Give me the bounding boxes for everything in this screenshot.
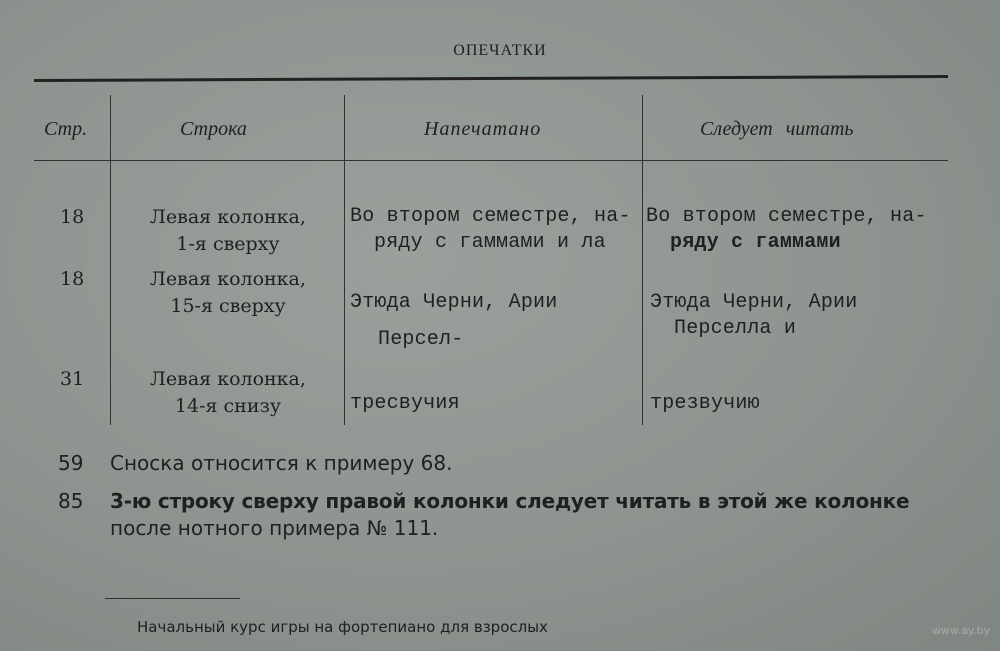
row1-should-read-1: Во втором семестре, на- xyxy=(646,205,927,228)
header-line: Строка xyxy=(180,118,247,140)
row1-should-read xyxy=(646,204,946,256)
row3-line-1: Левая колонка, xyxy=(150,368,306,390)
row1-should-read-2: ряду с гаммами xyxy=(670,231,841,254)
row2-printed-1: Этюда Черни, Арии xyxy=(350,291,558,314)
page-title: ОПЕЧАТКИ xyxy=(453,42,547,59)
note-2-line-2: после нотного примера № 111. xyxy=(110,516,439,540)
row1-printed-2: ряду с гаммами и ла xyxy=(374,231,606,254)
note-2-line-1: 3-ю строку сверху правой колонки следует читать в этой же колонке xyxy=(110,489,910,513)
row3-line xyxy=(128,366,328,420)
row1-printed-1: Во втором семестре, на- xyxy=(350,205,631,228)
header-printed: Напечатано xyxy=(424,118,542,140)
row3-should-read: трезвучию xyxy=(650,392,760,415)
row2-should-read xyxy=(650,290,950,342)
row1-printed xyxy=(350,204,640,256)
column-divider-3 xyxy=(642,95,643,425)
note-2-text xyxy=(110,488,970,542)
note-1-page: 59 xyxy=(58,451,84,475)
row2-line-2: 15-я сверху xyxy=(170,295,286,317)
row2-should-read-2: Перселла и xyxy=(674,317,797,340)
watermark: www.ay.by xyxy=(931,624,990,637)
note-1-text: Сноска относится к примеру 68. xyxy=(110,451,453,475)
row2-should-read-1: Этюда Черни, Арии xyxy=(650,291,858,314)
table-header-rule xyxy=(34,160,948,161)
row1-line xyxy=(128,204,328,258)
note-2-page: 85 xyxy=(58,489,84,513)
row2-line-1: Левая колонка, xyxy=(150,268,306,290)
row3-page: 31 xyxy=(60,368,85,390)
header-page: Стр. xyxy=(44,118,88,140)
book-title-footer: Начальный курс игры на фортепиано для взрослых xyxy=(137,618,548,636)
row3-printed: тресвучия xyxy=(350,392,460,415)
row1-line-1: Левая колонка, xyxy=(150,206,306,228)
row3-line-2: 14-я снизу xyxy=(174,395,282,417)
row1-line-2: 1-я сверху xyxy=(176,233,280,255)
row2-page: 18 xyxy=(60,268,85,290)
footnote-rule xyxy=(105,598,240,599)
row1-page: 18 xyxy=(60,206,85,228)
header-should-read: Следует читать xyxy=(700,118,854,140)
row2-line xyxy=(128,266,328,320)
table-top-rule xyxy=(34,75,948,82)
column-divider-1 xyxy=(110,95,111,425)
column-divider-2 xyxy=(344,95,345,425)
row2-printed-2: Персел- xyxy=(378,328,464,351)
